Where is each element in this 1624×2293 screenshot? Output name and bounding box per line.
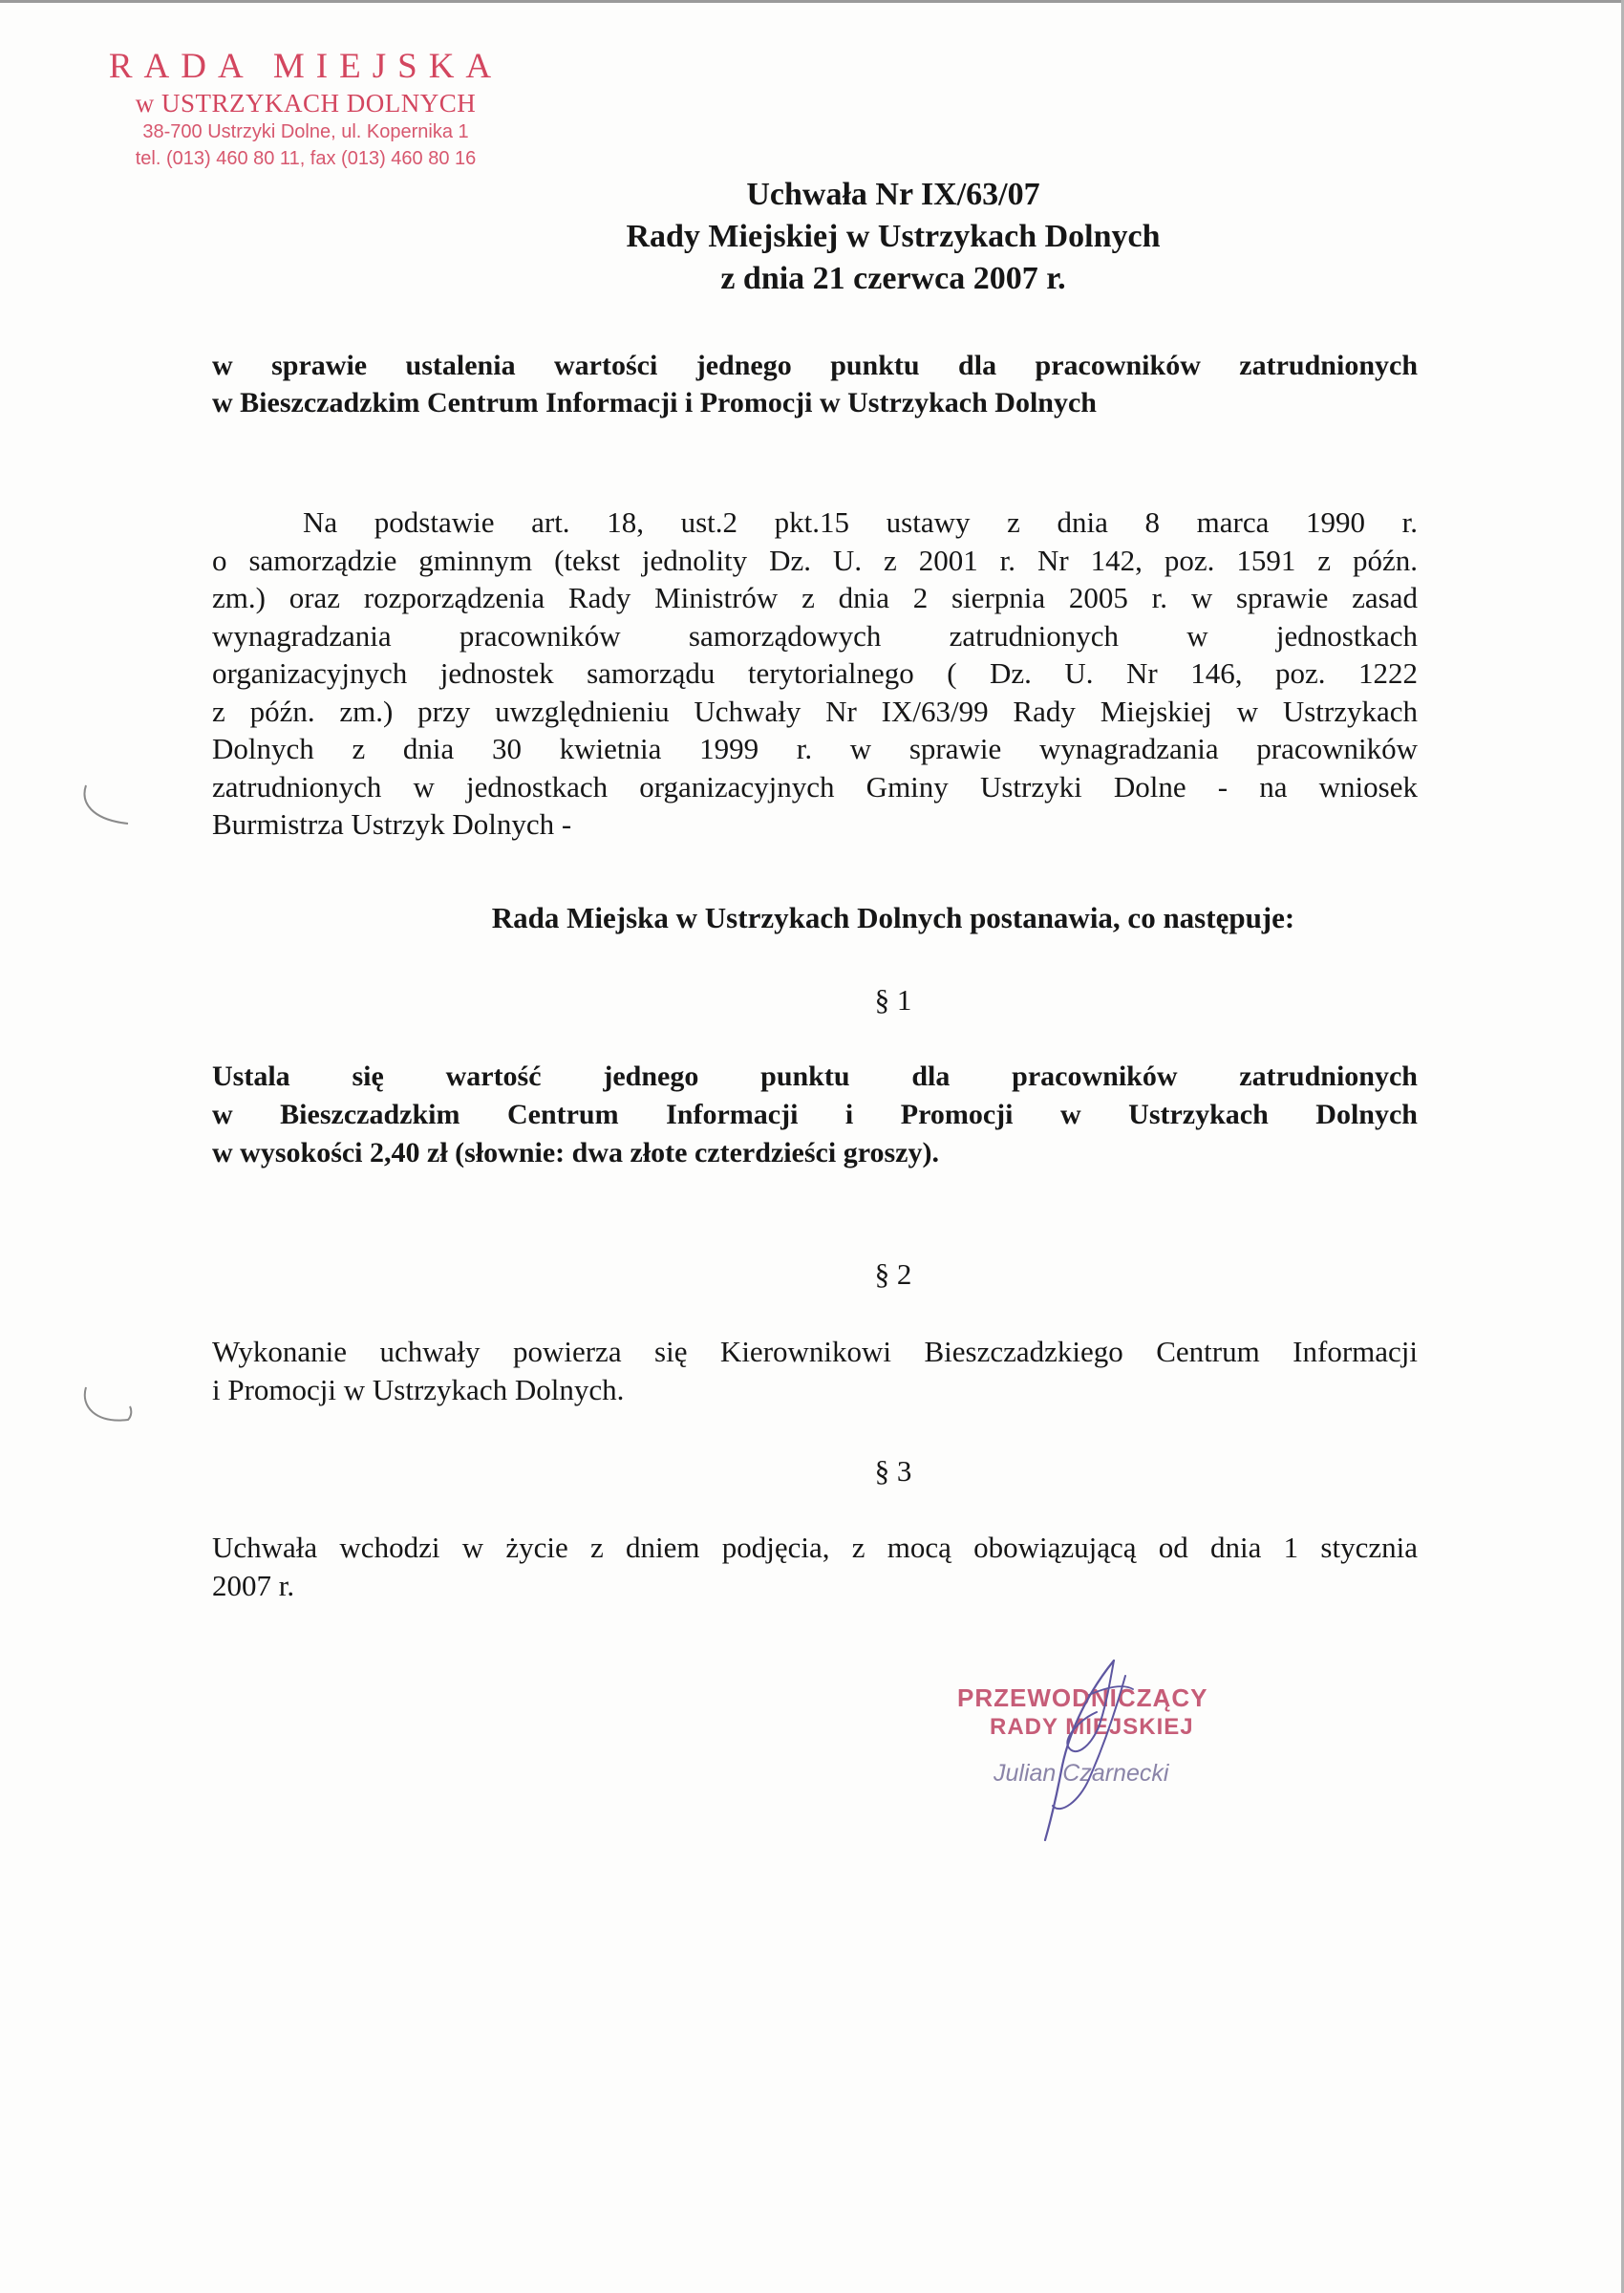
section-line: w wysokości 2,40 zł (słownie: dwa złote czterdzieści groszy). — [212, 1137, 939, 1168]
section-line: w Bieszczadzkim Centrum Informacji i Promocji w Ustrzykach Dolnych — [212, 1099, 1418, 1130]
subject-line: w Bieszczadzkim Centrum Informacji i Promocji w Ustrzykach Dolnych — [212, 387, 1097, 418]
letterhead-stamp — [57, 46, 554, 172]
section-1-text — [212, 1058, 1418, 1172]
section-line: 2007 r. — [212, 1568, 295, 1602]
basis-line: wynagradzania pracowników samorządowych zatrudnionych w jednostkach — [212, 618, 1418, 653]
letterhead-phone: tel. (013) 460 80 11, fax (013) 460 80 16 — [135, 148, 477, 169]
scan-edge-top — [0, 0, 1624, 3]
basis-line: Na podstawie art. 18, ust.2 pkt.15 ustawy z dnia 8 marca 1990 r. — [303, 505, 1418, 539]
title-council: Rady Miejskiej w Ustrzykach Dolnych — [626, 219, 1161, 254]
basis-line: organizacyjnych jednostek samorządu terytorialnego ( Dz. U. Nr 146, poz. 1222 — [212, 656, 1418, 690]
letterhead-org: RADA MIEJSKA — [108, 47, 503, 86]
basis-line: z późn. zm.) przy uwzględnieniu Uchwały Nr IX/63/99 Rady Miejskiej w Ustrzykach — [212, 694, 1418, 728]
letterhead-address: 38-700 Ustrzyki Dolne, ul. Kopernika 1 — [142, 121, 469, 142]
section-line: i Promocji w Ustrzykach Dolnych. — [212, 1372, 625, 1406]
resolution-title — [0, 174, 1624, 300]
subject-line: w sprawie ustalenia wartości jednego punktu dla pracowników zatrudnionych — [212, 350, 1418, 381]
section-mark-3: § 3 — [874, 1454, 912, 1488]
council-decides-heading: Rada Miejska w Ustrzykach Dolnych postanawia, co następuje: — [491, 901, 1295, 934]
signature-role-line1: PRZEWODNICZĄCY — [957, 1683, 1208, 1712]
section-line: Ustala się wartość jednego punktu dla pracowników zatrudnionych — [212, 1061, 1418, 1092]
basis-line: o samorządzie gminnym (tekst jednolity Dz. U. z 2001 r. Nr 142, poz. 1591 z późn. — [212, 543, 1418, 577]
signature-role-line2: RADY MIEJSKIEJ — [990, 1714, 1194, 1740]
handwritten-signature — [946, 1653, 1290, 1844]
legal-basis-paragraph — [212, 504, 1418, 844]
title-date: z dnia 21 czerwca 2007 r. — [720, 261, 1066, 296]
section-line: Wykonanie uchwały powierza się Kierownikowi Bieszczadzkiego Centrum Informacji — [212, 1335, 1418, 1368]
punch-hole-mark — [78, 1383, 136, 1431]
basis-line: Dolnych z dnia 30 kwietnia 1999 r. w sprawie wynagradzania pracowników — [212, 732, 1418, 765]
title-number: Uchwała Nr IX/63/07 — [746, 177, 1040, 212]
section-2-text — [212, 1333, 1418, 1408]
signature-stamp — [946, 1653, 1290, 1844]
basis-line: zatrudnionych w jednostkach organizacyjnych Gminy Ustrzyki Dolne - na wniosek — [212, 769, 1418, 804]
basis-line: zm.) oraz rozporządzenia Rady Ministrów z dnia 2 sierpnia 2005 r. w sprawie zasad — [212, 581, 1418, 614]
punch-hole-mark — [78, 782, 136, 829]
section-3-text — [212, 1529, 1418, 1604]
letterhead-place: w USTRZYKACH DOLNYCH — [135, 89, 477, 118]
signature-name: Julian Czarnecki — [994, 1760, 1169, 1787]
section-mark-1: § 1 — [874, 983, 912, 1017]
section-mark-2: § 2 — [874, 1257, 912, 1291]
section-line: Uchwała wchodzi w życie z dniem podjęcia, z mocą obowiązującą od dnia 1 stycznia — [212, 1531, 1418, 1564]
resolution-subject — [212, 347, 1418, 421]
basis-line: Burmistrza Ustrzyk Dolnych - — [212, 807, 572, 841]
